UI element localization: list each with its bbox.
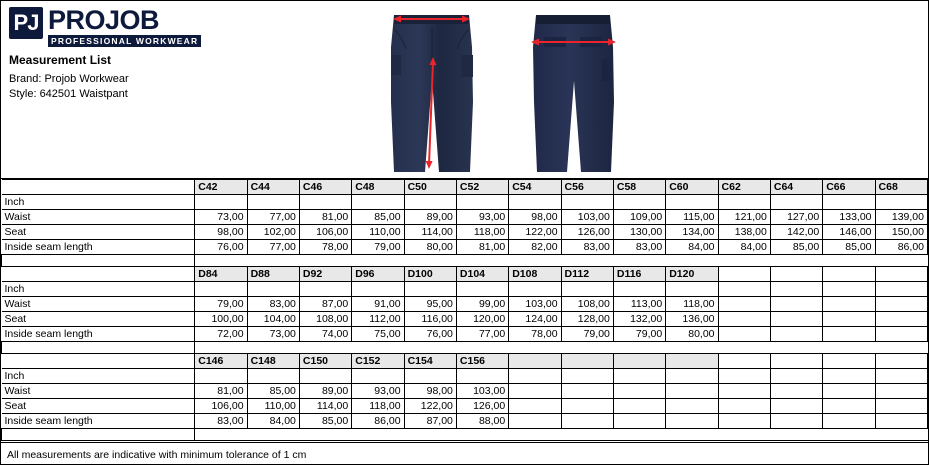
empty-cell <box>352 195 404 210</box>
spacer-cell <box>2 429 195 441</box>
cell-value: 114,00 <box>404 225 456 240</box>
cell-value: 134,00 <box>666 225 718 240</box>
projob-logo <box>9 7 201 47</box>
empty-cell <box>509 282 561 297</box>
cell-value: 73,00 <box>247 327 299 342</box>
empty-cell <box>666 195 718 210</box>
cell-value: 77,00 <box>247 210 299 225</box>
logo-tagline: PROFESSIONAL WORKWEAR <box>48 35 201 47</box>
cell-value: 127,00 <box>770 210 822 225</box>
cell-value: 72,00 <box>195 327 247 342</box>
row-label-inside-seam: Inside seam length <box>2 240 195 255</box>
empty-cell <box>613 195 665 210</box>
cell-value: 79,00 <box>195 297 247 312</box>
table-row-seat <box>2 225 928 240</box>
cell-value: 98,00 <box>509 210 561 225</box>
cell-value: 84,00 <box>718 240 770 255</box>
empty-cell <box>352 282 404 297</box>
col-header: C50 <box>404 180 456 195</box>
empty-cell <box>823 384 875 399</box>
style-line: Style: 642501 Waistpant <box>9 88 128 100</box>
cell-value: 146,00 <box>823 225 875 240</box>
cell-value: 98,00 <box>195 225 247 240</box>
empty-cell <box>823 297 875 312</box>
empty-cell <box>875 414 927 429</box>
cell-value: 84,00 <box>666 240 718 255</box>
cell-value: 150,00 <box>875 225 927 240</box>
cell-value: 121,00 <box>718 210 770 225</box>
empty-cell <box>875 282 927 297</box>
empty-cell <box>456 282 508 297</box>
empty-cell <box>718 297 770 312</box>
empty-cell <box>718 282 770 297</box>
empty-cell <box>770 312 822 327</box>
row-label-waist: Waist <box>2 297 195 312</box>
document-footnote <box>1 442 929 464</box>
spacer-cell <box>195 429 928 441</box>
empty-cell <box>823 399 875 414</box>
col-header: C48 <box>352 180 404 195</box>
empty-cell <box>299 282 351 297</box>
cell-value: 138,00 <box>718 225 770 240</box>
empty-cell <box>770 369 822 384</box>
col-header-empty <box>823 354 875 369</box>
cell-value: 86,00 <box>352 414 404 429</box>
col-header: C62 <box>718 180 770 195</box>
cell-value: 100,00 <box>195 312 247 327</box>
empty-cell <box>875 327 927 342</box>
col-header: C150 <box>299 354 351 369</box>
empty-cell <box>718 384 770 399</box>
empty-cell <box>770 282 822 297</box>
logo-wordmark <box>48 7 201 47</box>
empty-cell <box>561 399 613 414</box>
cell-value: 83,00 <box>561 240 613 255</box>
cell-value: 89,00 <box>299 384 351 399</box>
product-images <box>349 5 679 173</box>
logo-pro-text: PRO <box>48 5 106 35</box>
cell-value: 112,00 <box>352 312 404 327</box>
cell-value: 108,00 <box>299 312 351 327</box>
col-header: C154 <box>404 354 456 369</box>
cell-value: 86,00 <box>875 240 927 255</box>
table-header-row-d-sizes <box>2 267 928 282</box>
cell-value: 118,00 <box>352 399 404 414</box>
empty-cell <box>456 369 508 384</box>
table-row-unit <box>2 282 928 297</box>
empty-cell <box>823 327 875 342</box>
col-header-empty <box>561 354 613 369</box>
cell-value: 73,00 <box>195 210 247 225</box>
row-label-unit: Inch <box>2 369 195 384</box>
table-spacer-row <box>2 255 928 267</box>
cell-value: 77,00 <box>456 327 508 342</box>
cell-value: 103,00 <box>509 297 561 312</box>
cell-value: 132,00 <box>613 312 665 327</box>
empty-cell <box>875 399 927 414</box>
col-header: C152 <box>352 354 404 369</box>
cell-value: 93,00 <box>352 384 404 399</box>
empty-cell <box>770 399 822 414</box>
cell-value: 103,00 <box>561 210 613 225</box>
cell-value: 103,00 <box>456 384 508 399</box>
empty-cell <box>195 282 247 297</box>
empty-cell <box>509 414 561 429</box>
cell-value: 85,00 <box>299 414 351 429</box>
cell-value: 81,00 <box>195 384 247 399</box>
empty-cell <box>666 399 718 414</box>
row-label-seat: Seat <box>2 225 195 240</box>
cell-value: 120,00 <box>456 312 508 327</box>
cell-value: 118,00 <box>456 225 508 240</box>
header-blank-cell <box>2 354 195 369</box>
empty-cell <box>404 282 456 297</box>
col-header: D100 <box>404 267 456 282</box>
cell-value: 115,00 <box>666 210 718 225</box>
empty-cell <box>875 312 927 327</box>
cell-value: 82,00 <box>509 240 561 255</box>
table-row-seat <box>2 312 928 327</box>
empty-cell <box>875 384 927 399</box>
empty-cell <box>404 195 456 210</box>
cell-value: 109,00 <box>613 210 665 225</box>
empty-cell <box>823 312 875 327</box>
empty-cell <box>247 195 299 210</box>
table-header-row-c14x-sizes <box>2 354 928 369</box>
col-header: C156 <box>456 354 508 369</box>
cell-value: 83,00 <box>613 240 665 255</box>
col-header-empty <box>666 354 718 369</box>
cell-value: 88,00 <box>456 414 508 429</box>
cell-value: 106,00 <box>299 225 351 240</box>
cell-value: 74,00 <box>299 327 351 342</box>
cell-value: 76,00 <box>404 327 456 342</box>
table-row-waist <box>2 384 928 399</box>
col-header: C46 <box>299 180 351 195</box>
brand-line: Brand: Projob Workwear <box>9 73 129 85</box>
empty-cell <box>823 369 875 384</box>
col-header-empty <box>718 267 770 282</box>
cell-value: 122,00 <box>404 399 456 414</box>
col-header: C68 <box>875 180 927 195</box>
empty-cell <box>875 369 927 384</box>
cell-value: 113,00 <box>613 297 665 312</box>
col-header: D104 <box>456 267 508 282</box>
empty-cell <box>613 414 665 429</box>
measurement-table-body <box>2 180 928 441</box>
cell-value: 79,00 <box>613 327 665 342</box>
cell-value: 110,00 <box>247 399 299 414</box>
cell-value: 99,00 <box>456 297 508 312</box>
col-header: D88 <box>247 267 299 282</box>
cell-value: 76,00 <box>195 240 247 255</box>
cell-value: 91,00 <box>352 297 404 312</box>
empty-cell <box>299 195 351 210</box>
cell-value: 77,00 <box>247 240 299 255</box>
empty-cell <box>770 297 822 312</box>
empty-cell <box>770 414 822 429</box>
cell-value: 114,00 <box>299 399 351 414</box>
table-spacer-row <box>2 342 928 354</box>
cell-value: 93,00 <box>456 210 508 225</box>
measurement-table <box>1 179 928 441</box>
table-row-unit <box>2 369 928 384</box>
table-row-seat <box>2 399 928 414</box>
col-header: C60 <box>666 180 718 195</box>
empty-cell <box>770 384 822 399</box>
col-header-empty <box>770 267 822 282</box>
cell-value: 87,00 <box>404 414 456 429</box>
empty-cell <box>718 399 770 414</box>
document-title-block <box>9 53 129 103</box>
empty-cell <box>509 195 561 210</box>
row-label-inside-seam: Inside seam length <box>2 414 195 429</box>
col-header-empty <box>875 354 927 369</box>
empty-cell <box>770 327 822 342</box>
empty-cell <box>456 195 508 210</box>
cell-value: 81,00 <box>299 210 351 225</box>
empty-cell <box>613 369 665 384</box>
col-header-empty <box>770 354 822 369</box>
cell-value: 89,00 <box>404 210 456 225</box>
table-spacer-row <box>2 429 928 441</box>
cell-value: 126,00 <box>561 225 613 240</box>
cell-value: 104,00 <box>247 312 299 327</box>
row-label-waist: Waist <box>2 210 195 225</box>
empty-cell <box>718 312 770 327</box>
empty-cell <box>770 195 822 210</box>
cell-value: 80,00 <box>666 327 718 342</box>
cell-value: 85,00 <box>823 240 875 255</box>
back-view-arrows <box>349 5 679 173</box>
cell-value: 118,00 <box>666 297 718 312</box>
row-label-unit: Inch <box>2 282 195 297</box>
spacer-cell <box>2 255 195 267</box>
empty-cell <box>666 282 718 297</box>
cell-value: 126,00 <box>456 399 508 414</box>
cell-value: 128,00 <box>561 312 613 327</box>
empty-cell <box>875 195 927 210</box>
empty-cell <box>509 384 561 399</box>
cell-value: 130,00 <box>613 225 665 240</box>
row-label-seat: Seat <box>2 399 195 414</box>
cell-value: 108,00 <box>561 297 613 312</box>
empty-cell <box>561 384 613 399</box>
cell-value: 124,00 <box>509 312 561 327</box>
header-blank-cell <box>2 180 195 195</box>
cell-value: 110,00 <box>352 225 404 240</box>
table-row-waist <box>2 210 928 225</box>
col-header-empty <box>823 267 875 282</box>
cell-value: 78,00 <box>299 240 351 255</box>
col-header: D120 <box>666 267 718 282</box>
col-header: D112 <box>561 267 613 282</box>
cell-value: 78,00 <box>509 327 561 342</box>
empty-cell <box>561 414 613 429</box>
col-header: C42 <box>195 180 247 195</box>
empty-cell <box>613 399 665 414</box>
cell-value: 83,00 <box>247 297 299 312</box>
empty-cell <box>509 399 561 414</box>
col-header: D116 <box>613 267 665 282</box>
logo-mark-icon: PJ <box>9 7 43 39</box>
table-row-unit <box>2 195 928 210</box>
spacer-cell <box>2 342 195 354</box>
empty-cell <box>823 414 875 429</box>
cell-value: 85,00 <box>352 210 404 225</box>
spacer-cell <box>195 342 928 354</box>
spacer-cell <box>195 255 928 267</box>
empty-cell <box>613 384 665 399</box>
col-header: C146 <box>195 354 247 369</box>
empty-cell <box>509 369 561 384</box>
cell-value: 81,00 <box>456 240 508 255</box>
empty-cell <box>195 369 247 384</box>
empty-cell <box>823 282 875 297</box>
cell-value: 79,00 <box>561 327 613 342</box>
empty-cell <box>666 384 718 399</box>
cell-value: 80,00 <box>404 240 456 255</box>
cell-value: 136,00 <box>666 312 718 327</box>
col-header: D108 <box>509 267 561 282</box>
empty-cell <box>718 327 770 342</box>
cell-value: 83,00 <box>195 414 247 429</box>
header-blank-cell <box>2 267 195 282</box>
cell-value: 95,00 <box>404 297 456 312</box>
col-header: D96 <box>352 267 404 282</box>
row-label-waist: Waist <box>2 384 195 399</box>
col-header: C148 <box>247 354 299 369</box>
cell-value: 79,00 <box>352 240 404 255</box>
col-header: C54 <box>509 180 561 195</box>
page-title: Measurement List <box>9 53 112 67</box>
cell-value: 102,00 <box>247 225 299 240</box>
row-label-seat: Seat <box>2 312 195 327</box>
cell-value: 85,00 <box>247 384 299 399</box>
col-header: C64 <box>770 180 822 195</box>
table-row-inside-seam <box>2 327 928 342</box>
document-header <box>1 1 928 179</box>
col-header: C66 <box>823 180 875 195</box>
empty-cell <box>875 297 927 312</box>
empty-cell <box>299 369 351 384</box>
empty-cell <box>352 369 404 384</box>
col-header: D84 <box>195 267 247 282</box>
empty-cell <box>718 369 770 384</box>
cell-value: 139,00 <box>875 210 927 225</box>
footnote-text: All measurements are indicative with minimum tolerance of 1 cm <box>7 449 307 461</box>
cell-value: 98,00 <box>404 384 456 399</box>
cell-value: 85,00 <box>770 240 822 255</box>
cell-value: 106,00 <box>195 399 247 414</box>
cell-value: 122,00 <box>509 225 561 240</box>
empty-cell <box>247 369 299 384</box>
cell-value: 87,00 <box>299 297 351 312</box>
empty-cell <box>613 282 665 297</box>
empty-cell <box>718 195 770 210</box>
empty-cell <box>561 369 613 384</box>
empty-cell <box>247 282 299 297</box>
logo-job-text: JOB <box>105 5 160 35</box>
cell-value: 133,00 <box>823 210 875 225</box>
col-header-empty <box>509 354 561 369</box>
cell-value: 84,00 <box>247 414 299 429</box>
empty-cell <box>666 414 718 429</box>
table-row-inside-seam <box>2 240 928 255</box>
logo-pro-job <box>48 7 201 34</box>
col-header: C52 <box>456 180 508 195</box>
table-row-waist <box>2 297 928 312</box>
table-row-inside-seam <box>2 414 928 429</box>
col-header-empty <box>875 267 927 282</box>
table-header-row-c-sizes <box>2 180 928 195</box>
col-header: C58 <box>613 180 665 195</box>
empty-cell <box>561 282 613 297</box>
empty-cell <box>404 369 456 384</box>
empty-cell <box>666 369 718 384</box>
empty-cell <box>823 195 875 210</box>
empty-cell <box>195 195 247 210</box>
empty-cell <box>561 195 613 210</box>
row-label-inside-seam: Inside seam length <box>2 327 195 342</box>
empty-cell <box>718 414 770 429</box>
col-header: D92 <box>299 267 351 282</box>
cell-value: 142,00 <box>770 225 822 240</box>
cell-value: 116,00 <box>404 312 456 327</box>
col-header-empty <box>613 354 665 369</box>
col-header-empty <box>718 354 770 369</box>
col-header: C44 <box>247 180 299 195</box>
cell-value: 75,00 <box>352 327 404 342</box>
row-label-unit: Inch <box>2 195 195 210</box>
col-header: C56 <box>561 180 613 195</box>
